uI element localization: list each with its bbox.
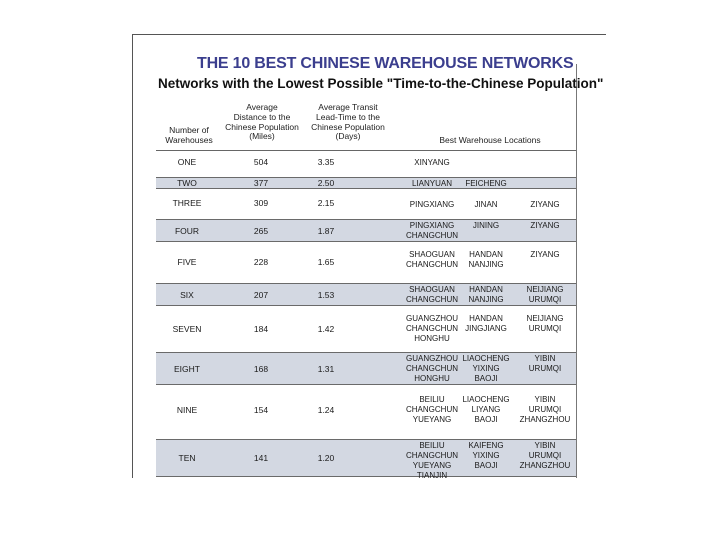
cell-distance: 377 [253,178,269,188]
cell-lead-time: 1.20 [317,453,335,463]
cell-distance: 309 [253,198,269,208]
location-name: YIBIN [534,395,556,404]
location-name: ZIYANG [530,200,560,209]
table-row [156,192,576,216]
table-row [156,387,576,434]
location-name: BAOJI [474,374,498,383]
location-name: BEILIU [419,441,445,450]
location-name: ZHANGZHOU [519,415,571,424]
cell-distance: 228 [253,257,269,267]
location-name: YIXING [472,364,500,373]
location-name: LIAOCHENG [462,395,510,404]
cell-warehouse-count: TEN [178,453,196,463]
location-name: XINYANG [414,158,450,167]
location-name: CHANGCHUN [406,231,458,240]
cell-warehouse-count: ONE [177,157,197,167]
cell-warehouse-count: SIX [180,290,194,300]
location-name: HANDAN [469,250,503,259]
location-name: FEICHENG [465,179,507,188]
location-name: KAIFENG [468,441,504,450]
header-best-locations: Best Warehouse Locations [439,135,541,145]
cell-location-column-2 [446,179,526,189]
location-name: URUMQI [528,295,562,304]
cell-lead-time: 1.87 [317,226,335,236]
location-name: CHANGCHUN [406,295,458,304]
table-row [156,352,576,385]
cell-lead-time: 1.24 [317,405,335,415]
header-line: Warehouses [165,134,213,145]
location-name: TIANJIN [416,471,448,480]
cell-lead-time: 3.35 [317,157,335,167]
table-row [156,283,576,306]
cell-location-column-3 [505,314,585,334]
location-name: HANDAN [469,285,503,294]
location-name: CHANGCHUN [406,260,458,269]
location-name: PINGXIANG [409,200,455,209]
location-name: URUMQI [528,364,562,373]
header-line: Average Transit [318,102,378,112]
cell-distance: 184 [253,324,269,334]
header-number-of-warehouses [158,126,220,146]
cell-location-column-3 [505,200,585,210]
location-name: URUMQI [528,451,562,460]
location-name: NANJING [468,295,504,304]
cell-warehouse-count: EIGHT [174,364,200,374]
location-name: JINING [472,221,500,230]
header-line: (Days) [335,131,361,142]
cell-location-column-3 [505,354,585,374]
location-name: LIYANG [471,405,501,414]
cell-distance: 504 [253,157,269,167]
cell-location-column-3 [505,395,585,425]
cell-distance: 168 [253,364,269,374]
page-title: THE 10 BEST CHINESE WAREHOUSE NETWORKS [197,55,574,72]
location-name: JINGJIANG [465,324,507,333]
page-subtitle: Networks with the Lowest Possible "Time-to-the-Chinese Population" [158,76,604,91]
location-name: ZIYANG [530,250,560,259]
header-average-transit-time [300,103,396,142]
location-name: JINAN [474,200,498,209]
header-line: Chinese Population [225,121,299,132]
location-name: URUMQI [528,405,562,414]
location-name: SHAOGUAN [409,285,455,294]
cell-lead-time: 2.15 [317,198,335,208]
cell-lead-time: 1.31 [317,364,335,374]
header-line: Lead-Time to the [316,111,380,122]
cell-lead-time: 1.53 [317,290,335,300]
cell-distance: 141 [253,453,269,463]
location-name: NEIJIANG [526,314,564,323]
cell-distance: 154 [253,405,269,415]
location-name: PINGXIANG [409,221,455,230]
location-name: HONGHU [414,374,450,383]
cell-lead-time: 1.65 [317,257,335,267]
location-name: CHANGCHUN [406,324,458,333]
cell-location-column-3 [505,441,585,471]
table-row [156,152,576,174]
header-line: Number of [169,125,209,135]
location-name: LIANYUAN [411,179,452,188]
header-line: Average [246,102,278,112]
cell-warehouse-count: SEVEN [172,324,202,334]
cell-location-column-3 [505,221,585,231]
cell-warehouse-count: NINE [176,405,198,415]
location-name: CHANGCHUN [406,405,458,414]
location-name: NEIJIANG [526,285,564,294]
location-name: CHANGCHUN [406,451,458,460]
table-row [156,439,576,480]
location-name: NANJING [468,260,504,269]
location-name: BEILIU [419,395,445,404]
cell-lead-time: 2.50 [317,178,335,188]
cell-location-column-3 [505,285,585,305]
cell-warehouse-count: FOUR [174,226,200,236]
location-name: HANDAN [469,314,503,323]
location-name: GUANGZHOU [406,354,458,363]
location-name: SHAOGUAN [409,250,455,259]
cell-location-column-3 [505,250,585,260]
location-name: HONGHU [414,334,450,343]
location-name: ZIYANG [530,221,560,230]
header-line: Distance to the [233,111,291,122]
frame-edge [578,34,606,35]
cell-lead-time: 1.42 [317,324,335,334]
location-name: LIAOCHENG [462,354,510,363]
cell-distance: 207 [253,290,269,300]
table-row [156,308,576,352]
location-name: YUEYANG [412,461,452,470]
header-divider [156,150,576,151]
header-line: Chinese Population [311,121,385,132]
location-name: CHANGCHUN [406,364,458,373]
location-name: URUMQI [528,324,562,333]
cell-warehouse-count: FIVE [177,257,197,267]
table-row [156,244,576,281]
table-row [156,219,576,242]
cell-warehouse-count: TWO [177,178,197,188]
cell-distance: 265 [253,226,269,236]
header-average-distance [216,103,308,142]
location-name: YIXING [472,451,500,460]
location-name: YIBIN [534,354,556,363]
location-name: BAOJI [474,415,498,424]
cell-warehouse-count: THREE [172,198,202,208]
location-name: YUEYANG [412,415,452,424]
location-name: ZHANGZHOU [519,461,571,470]
location-name: GUANGZHOU [406,314,458,323]
header-line: (Miles) [249,131,275,142]
location-name: YIBIN [534,441,556,450]
cell-location-column-1 [392,158,472,168]
location-name: BAOJI [474,461,498,470]
table-row [156,177,576,189]
